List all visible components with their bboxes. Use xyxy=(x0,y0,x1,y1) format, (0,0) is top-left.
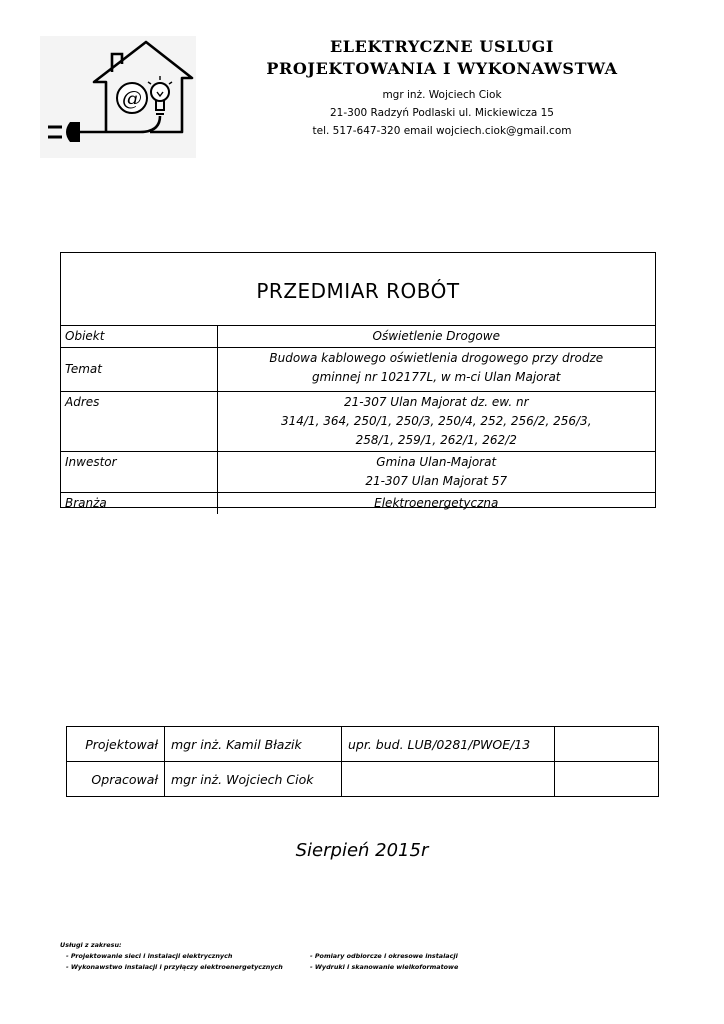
company-header xyxy=(232,36,652,140)
field-value xyxy=(217,452,655,493)
signature-field xyxy=(555,727,659,762)
document-title: PRZEDMIAR ROBÓT xyxy=(256,279,460,303)
field-row-temat xyxy=(61,348,655,392)
field-label: Temat xyxy=(61,348,217,392)
signature-person: mgr inż. Kamil Błazik xyxy=(165,727,342,762)
field-value xyxy=(217,326,655,348)
signature-license: upr. bud. LUB/0281/PWOE/13 xyxy=(342,727,555,762)
field-label: Inwestor xyxy=(61,452,217,493)
service-item: - Projektowanie sieci i instalacji elektrycznych xyxy=(66,952,233,960)
field-value-line: Budowa kablowego oświetlenia drogowego przy drodze xyxy=(269,351,604,365)
document-info-box xyxy=(60,252,656,508)
field-value xyxy=(217,348,655,392)
field-row-inwestor xyxy=(61,452,655,493)
company-contact: tel. 517-647-320 email wojciech.ciok@gmail.com xyxy=(312,125,572,137)
signature-role: Projektował xyxy=(67,727,165,762)
document-date: Sierpień 2015r xyxy=(295,840,429,861)
field-value-line: Gmina Ulan-Majorat xyxy=(376,455,497,469)
field-row-adres xyxy=(61,392,655,452)
field-value-line: Elektroenergetyczna xyxy=(374,496,499,510)
field-value-line: 21-307 Ulan Majorat 57 xyxy=(365,474,508,488)
field-value-line: 314/1, 364, 250/1, 250/3, 250/4, 252, 256/2, 256/3, xyxy=(280,414,592,428)
at-symbol: @ xyxy=(122,86,142,110)
field-value-line: 258/1, 259/1, 262/1, 262/2 xyxy=(355,433,517,447)
signatures-table xyxy=(66,726,659,797)
field-label: Adres xyxy=(61,392,217,452)
field-value-line: gminnej nr 102177L, w m-ci Ulan Majorat xyxy=(311,370,561,384)
service-item: - Pomiary odbiorcze i okresowe instalacji xyxy=(310,952,458,960)
company-name-line1: ELEKTRYCZNE USLUGI xyxy=(330,37,554,56)
company-logo xyxy=(40,36,196,158)
signature-person: mgr inż. Wojciech Ciok xyxy=(165,762,342,797)
signature-row xyxy=(67,762,659,797)
service-item: - Wydruki i skanowanie wielkoformatowe xyxy=(310,963,459,971)
field-label: Obiekt xyxy=(61,326,217,348)
company-owner: mgr inż. Wojciech Ciok xyxy=(382,89,502,101)
document-fields-table xyxy=(61,325,655,514)
signature-row xyxy=(67,727,659,762)
signature-field xyxy=(555,762,659,797)
field-value-line: 21-307 Ulan Majorat dz. ew. nr xyxy=(343,395,529,409)
services-header: Usługi z zakresu: xyxy=(60,941,122,949)
signature-license xyxy=(342,762,555,797)
services-row xyxy=(60,951,458,962)
field-row-branza xyxy=(61,493,655,515)
signature-role: Opracował xyxy=(67,762,165,797)
field-row-obiekt xyxy=(61,326,655,348)
field-label: Branża xyxy=(61,493,217,515)
service-item: - Wykonawstwo instalacji i przyłączy elektroenergetycznych xyxy=(66,963,283,971)
field-value xyxy=(217,493,655,515)
field-value xyxy=(217,392,655,452)
field-value-line: Oświetlenie Drogowe xyxy=(372,329,500,343)
company-address: 21-300 Radzyń Podlaski ul. Mickiewicza 15 xyxy=(330,107,554,119)
services-footer xyxy=(60,940,458,973)
company-name-line2: PROJEKTOWANIA I WYKONAWSTWA xyxy=(266,59,618,78)
services-row xyxy=(60,962,458,973)
